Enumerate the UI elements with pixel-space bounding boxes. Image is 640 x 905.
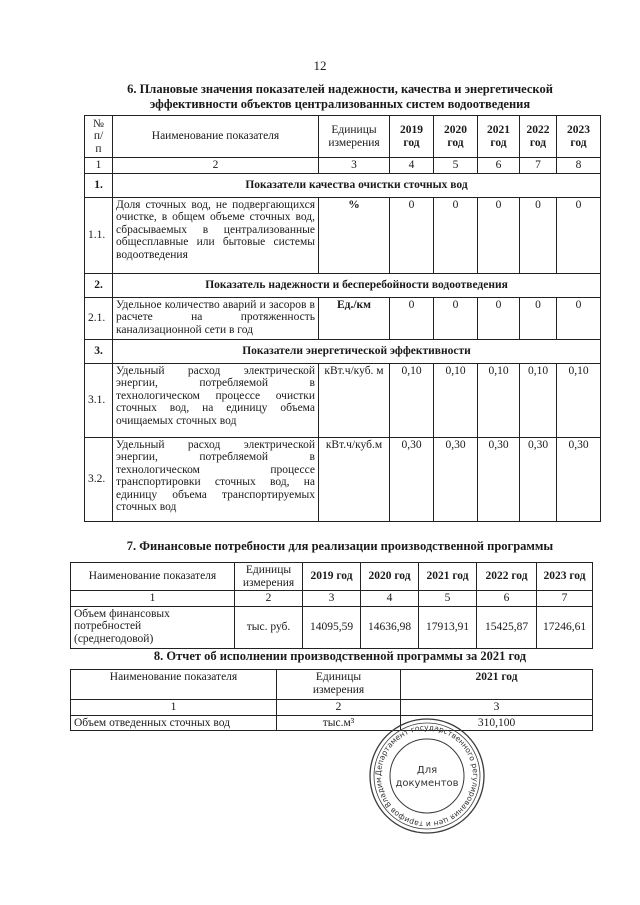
col-number: 1 (85, 158, 113, 174)
indicator-number: 3.1. (85, 363, 113, 437)
indicator-unit: тыс.м³ (277, 715, 401, 731)
col-header-unit-line1: Единицы (331, 124, 377, 136)
indicator-value: 0,30 (520, 437, 557, 521)
indicator-value: 0,10 (557, 363, 601, 437)
section8-table (70, 669, 593, 731)
indicator-value: 0,30 (557, 437, 601, 521)
section7-title: 7. Финансовые потребности для реализации производственной программы (126, 539, 554, 553)
col-header-year: 2023 год (537, 563, 593, 591)
col-number: 8 (557, 158, 601, 174)
indicator-value: 0 (390, 297, 434, 339)
year-suffix: год (570, 136, 587, 149)
indicator-row (85, 197, 601, 273)
col-number: 1 (71, 700, 277, 716)
indicator-value: 0 (434, 197, 478, 273)
indicator-value: 0,10 (478, 363, 520, 437)
col-header-year (520, 116, 557, 158)
year-label: 2022 (526, 124, 550, 136)
col-header-name: Наименование показателя (71, 670, 277, 700)
section7-header-row (71, 563, 593, 591)
section8-title: 8. Отчет об исполнении производственной программы за 2021 год (153, 649, 527, 663)
indicator-name-line2: потребностей (74, 620, 142, 632)
indicator-value: 0,10 (390, 363, 434, 437)
col-number: 2 (113, 158, 319, 174)
col-header-num-line1: № (93, 117, 104, 130)
indicator-name: Удельный расход электрической энергии, потребляемой в технологическом процессе транспортировки сточных вод, на единицу объема транспортируемых сточных вод (113, 437, 319, 521)
indicator-row (85, 437, 601, 521)
col-header-unit (319, 116, 390, 158)
year-suffix: год (403, 136, 420, 149)
group-header-row (85, 173, 601, 197)
section8-colnum-row (71, 700, 593, 716)
indicator-value: 0,30 (434, 437, 478, 521)
stamp-center-line1: Для (416, 765, 438, 776)
indicator-name-line1: Объем финансовых (74, 607, 170, 620)
col-header-year (557, 116, 601, 158)
section8-data-row (71, 715, 593, 731)
indicator-value: 14636,98 (361, 606, 419, 648)
col-header-unit-line2: измерения (312, 683, 365, 696)
indicator-unit: % (319, 197, 390, 273)
indicator-value: 0,10 (434, 363, 478, 437)
col-number: 4 (361, 591, 419, 607)
indicator-name: Удельное количество аварий и засоров в расчете на протяженность канализационной сети в год (113, 297, 319, 339)
indicator-value: 15425,87 (477, 606, 537, 648)
section8-header-row (71, 670, 593, 700)
indicator-value: 0,30 (390, 437, 434, 521)
group-number: 1. (85, 173, 113, 197)
col-number: 7 (537, 591, 593, 607)
col-number: 2 (235, 591, 303, 607)
col-header-unit-line2: измерения (242, 576, 295, 589)
col-header-year: 2022 год (477, 563, 537, 591)
indicator-value: 0,10 (520, 363, 557, 437)
section6-title-line1: 6. Плановые значения показателей надежности, качества и энергетической (127, 82, 553, 96)
col-header-unit-line1: Единицы (245, 564, 292, 576)
year-suffix: год (447, 136, 464, 149)
col-number: 3 (303, 591, 361, 607)
col-header-unit (277, 670, 401, 700)
indicator-row (85, 363, 601, 437)
group-header-row (85, 273, 601, 297)
col-header-num-line2: п/ (93, 130, 104, 143)
indicator-name: Доля сточных вод, не подвергающихся очистке, в общем объеме сточных вод, сбрасываемых в централизованные общесплавные или бытовые системы водоотведения (113, 197, 319, 273)
indicator-value: 0 (390, 197, 434, 273)
indicator-value: 0 (478, 297, 520, 339)
section6-title-line2: эффективности объектов централизованных систем водоотведения (149, 97, 531, 111)
col-number: 5 (419, 591, 477, 607)
group-title: Показатели качества очистки сточных вод (113, 173, 601, 197)
col-number: 6 (477, 591, 537, 607)
col-header-unit-line2: измерения (328, 136, 380, 149)
stamp-center-line2: документов (395, 778, 459, 789)
indicator-value: 0 (478, 197, 520, 273)
group-number: 2. (85, 273, 113, 297)
col-header-year: 2019 год (303, 563, 361, 591)
group-title: Показатель надежности и бесперебойности водоотведения (113, 273, 601, 297)
year-label: 2020 (444, 124, 467, 136)
indicator-unit: Ед./км (319, 297, 390, 339)
indicator-value: 0 (520, 297, 557, 339)
indicator-name: Объем отведенных сточных вод (71, 715, 277, 731)
col-header-name: Наименование показателя (71, 563, 235, 591)
indicator-name-line3: (среднегодовой) (74, 632, 154, 645)
indicator-number: 1.1. (85, 197, 113, 273)
col-number: 3 (401, 700, 593, 716)
indicator-name (71, 606, 235, 648)
indicator-value: 17913,91 (419, 606, 477, 648)
col-header-year: 2021 год (419, 563, 477, 591)
year-label: 2019 (400, 124, 423, 136)
col-header-year (390, 116, 434, 158)
col-number: 3 (319, 158, 390, 174)
col-number: 2 (277, 700, 401, 716)
indicator-unit: тыс. руб. (235, 606, 303, 648)
col-header-year (434, 116, 478, 158)
indicator-value: 0 (557, 197, 601, 273)
department-stamp (368, 717, 486, 835)
page-number: 12 (313, 58, 327, 73)
indicator-row (85, 297, 601, 339)
section7-table (70, 562, 593, 649)
col-header-year: 2020 год (361, 563, 419, 591)
col-header-num-line3: п (95, 142, 102, 155)
col-header-name: Наименование показателя (113, 116, 319, 158)
col-header-year: 2021 год (401, 670, 593, 700)
section6-title (60, 82, 620, 112)
col-number: 7 (520, 158, 557, 174)
year-label: 2021 (487, 124, 510, 136)
col-header-unit-line1: Единицы (315, 671, 362, 683)
indicator-value: 14095,59 (303, 606, 361, 648)
stamp-ring-text: Департамент государственного регулирования цен и тарифов Владим (373, 722, 481, 830)
indicator-value: 0 (557, 297, 601, 339)
indicator-name: Удельный расход электрической энергии, потребляемой в технологическом процессе очистки сточных вод, на единицу объема очищаемых сточных вод (113, 363, 319, 437)
indicator-number: 2.1. (85, 297, 113, 339)
stamp-seal-icon (368, 717, 486, 835)
year-suffix: год (490, 136, 507, 149)
indicator-number: 3.2. (85, 437, 113, 521)
col-header-year (478, 116, 520, 158)
year-label: 2023 (567, 124, 590, 136)
section7-data-row (71, 606, 593, 648)
section7-colnum-row (71, 591, 593, 607)
section6-table (84, 115, 601, 522)
indicator-value: 0,30 (478, 437, 520, 521)
group-number: 3. (85, 339, 113, 363)
col-number: 6 (478, 158, 520, 174)
indicator-value: 0 (434, 297, 478, 339)
col-header-num (85, 116, 113, 158)
indicator-value: 310,100 (401, 715, 593, 731)
section6-header-row (85, 116, 601, 158)
section6-colnum-row (85, 158, 601, 174)
col-number: 1 (71, 591, 235, 607)
col-number: 4 (390, 158, 434, 174)
group-title: Показатели энергетической эффективности (113, 339, 601, 363)
indicator-unit: кВт.ч/куб.м (319, 437, 390, 521)
indicator-unit: кВт.ч/куб. м (319, 363, 390, 437)
year-suffix: год (529, 136, 547, 149)
indicator-value: 0 (520, 197, 557, 273)
col-header-unit (235, 563, 303, 591)
col-number: 5 (434, 158, 478, 174)
group-header-row (85, 339, 601, 363)
indicator-value: 17246,61 (537, 606, 593, 648)
